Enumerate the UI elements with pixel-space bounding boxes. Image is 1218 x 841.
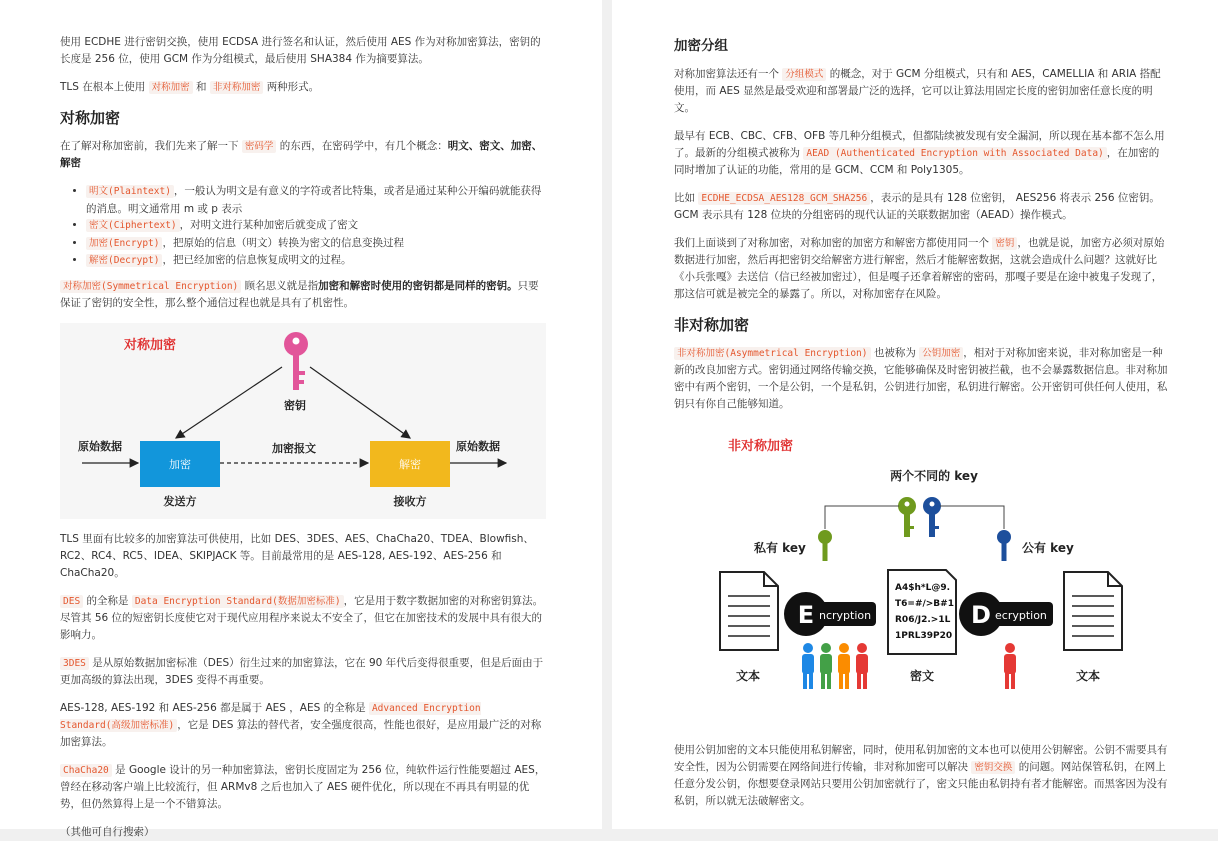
list-item-text: ，对明文进行某种加密后就变成了密文 <box>179 219 359 231</box>
asymmetric-heading: 非对称加密 <box>674 316 750 334</box>
cipher-line: 1PRL39P20 <box>895 631 953 641</box>
code-des-fullname: Data Encryption Standard(数据加密标准) <box>132 595 344 608</box>
plain-output-label: 原始数据 <box>456 439 500 453</box>
cipher-line: R06/J2.>1L <box>895 615 951 625</box>
diagram-title: 对称加密 <box>124 337 177 353</box>
list-item-text: ，把原始的信息（明文）转换为密文的信息变换过程 <box>162 236 404 249</box>
asymmetric-diagram-svg <box>674 424 1168 730</box>
asym-p1-text-a: 也被称为 <box>873 347 916 359</box>
intro-paragraph <box>60 34 546 68</box>
code-chacha20: ChaCha20 <box>60 764 112 777</box>
concept-bold: 明文、密文、加密、解密 <box>60 140 543 169</box>
code-key-exchange: 密钥交换 <box>971 761 1015 774</box>
block-mode-heading: 加密分组 <box>674 38 728 54</box>
concept-paragraph <box>60 138 546 172</box>
list-item-text: ，一般认为明文是有意义的字符或者比特集，或者是通过某种公开编码就能获得的消息。明文通常用 m 或 p 表示 <box>86 185 542 215</box>
two-keys-label: 两个不同的 key <box>890 469 978 483</box>
block-mode-paragraph-3 <box>674 190 1168 224</box>
code-decrypt: 解密(Decrypt) <box>86 254 162 267</box>
people-group-icon <box>802 643 868 689</box>
plaintext-right-label: 文本 <box>1076 669 1101 683</box>
receiver-person-icon <box>1004 643 1016 689</box>
right-page <box>612 0 1218 829</box>
symmetric-diagram <box>60 323 546 519</box>
list-item <box>86 183 546 217</box>
group-p1-text-a: 对称加密算法还有一个 <box>674 68 779 80</box>
tdes-text: 是从原始数据加密标准（DES）衍生过来的加密算法，它在 90 年代后变得很重要，但是后面由于更加高级的算法出现，3DES 变得不再重要。 <box>60 656 544 686</box>
public-key-label: 公有 key <box>1022 541 1074 555</box>
aes-paragraph <box>60 700 546 751</box>
algos-text: TLS 里面有比较多的加密算法可供使用，比如 DES、3DES、AES、ChaCha20、TDEA、Blowfish、RC2、RC4、RC5、IDEA、SKIPJACK 等。目前最常用的是 AES-128, AES-192、AES-256 和 ChaCha20。 <box>60 532 534 579</box>
symdef-text-a: 顾名思义就是指 <box>244 279 319 292</box>
code-encrypt: 加密(Encrypt) <box>86 237 162 250</box>
public-key-connector <box>940 506 1004 529</box>
block-mode-paragraph-2 <box>674 128 1168 179</box>
concept-list <box>60 183 546 270</box>
aes-text-b: ，它是 DES 算法的替代者，安全强度很高，性能也很好，是应用最广泛的对称加密算法。 <box>60 718 542 748</box>
public-key-icon <box>997 530 1011 561</box>
aes-text-a: AES-128, AES-192 和 AES-256 都是属于 AES ，AES 的全称是 <box>60 701 366 714</box>
encryption-initial: E <box>797 601 815 629</box>
green-key-icon <box>898 497 916 537</box>
decryption-label: ecryption <box>995 609 1047 622</box>
code-block-mode: 分组模式 <box>782 68 826 81</box>
tls-text-d: 两种形式。 <box>266 81 320 93</box>
chacha-text: 是 Google 设计的另一种加密算法，密钥长度固定为 256 位，纯软件运行性能要超过 AES，曾经在移动客户端上比较流行，但 ARMv8 之后也加入了 AES 硬件优化，所以现在不再具有明显的优势，但仍然算得上是一个不错算法。 <box>60 763 546 810</box>
symdef-text-b: 只要保证了密钥的安全性，那么整个通信过程也就是具有了机密性。 <box>60 279 539 309</box>
algos-paragraph <box>60 531 546 582</box>
code-symmetric: 对称加密 <box>149 81 193 94</box>
list-item-text: ，把已经加密的信息恢复成明文的过程。 <box>162 254 352 266</box>
plain-input-label: 原始数据 <box>78 439 122 453</box>
code-public-key-encryption: 公钥加密 <box>919 347 963 360</box>
tls-paragraph <box>60 79 546 96</box>
asym-p1-text-b: ，相对于对称加密来说，非对称加密是一种新的改良加密方式。密钥通过网络传输交换，它能够确保及时密钥被拦截，也不会暴露数据信息。非对称加密中有两个密钥，一个是公钥，一个是私钥，公钥进行加密，私钥进行解密。公开密钥可供任何人使用，私钥只有你自己能够知道。 <box>674 347 1168 410</box>
search-note-text: （其他可自行搜索） <box>60 825 155 838</box>
asym-p2-text-b: 的问题。网站保管私钥，在网上任意分发公钥，你想要登录网站只要用公钥加密就行了，密文只能由私钥持有者才能解密。而黑客因为没有私钥，所以就无法破解密文。 <box>674 761 1168 807</box>
code-key: 密钥 <box>992 237 1017 250</box>
asymmetric-paragraph-2 <box>674 742 1168 810</box>
group-p3-text-a: 比如 <box>674 192 695 204</box>
ciphertext-label: 密文 <box>909 669 935 683</box>
tdes-paragraph <box>60 655 546 689</box>
diagram-title: 非对称加密 <box>728 439 794 454</box>
cipher-line: T6=#/>B#1 <box>895 599 954 609</box>
ciphertext-document-icon <box>888 570 956 654</box>
code-plaintext: 明文(Plaintext) <box>86 185 174 198</box>
group-p1-text-b: 的概念，对于 GCM 分组模式，只有和 AES，CAMELLIA 和 ARIA 搭配使用，而 AES 显然是最受欢迎和部署最广泛的选择，它可以让算法用固定长度的密钥加密任意长度的明文。 <box>674 68 1161 114</box>
code-asymmetric: 非对称加密 <box>210 81 264 94</box>
private-key-label: 私有 key <box>754 541 806 555</box>
group-p3-text-b: ，表示的是具有 128 位密钥， AES256 将表示 256 位密钥。GCM 表示具有 128 位块的分组密码的现代认证的关联数据加密（AEAD）操作模式。 <box>674 192 1160 221</box>
asymmetric-paragraph-1 <box>674 345 1168 413</box>
block-mode-paragraph-1 <box>674 66 1168 117</box>
plaintext-left-label: 文本 <box>736 669 761 683</box>
symdef-paragraph <box>60 278 546 312</box>
asymmetric-diagram <box>674 424 1168 730</box>
receiver-label: 接收方 <box>393 494 427 508</box>
tls-text-a: TLS 在根本上使用 <box>60 81 146 93</box>
code-aes-fullname: Advanced Encryption Standard(高级加密标准) <box>60 702 481 731</box>
asym-p2-text-a: 使用公钥加密的文本只能使用私钥解密，同时，使用私钥加密的文本也可以使用公钥解密。公钥不需要具有安全性，因为公钥需要在网络间进行传输，非对称加密可以解决 <box>674 744 1168 773</box>
code-cipher-suite: ECDHE_ECDSA_AES128_GCM_SHA256 <box>698 192 870 205</box>
code-3des: 3DES <box>60 657 89 670</box>
concept-text-b: 的东西，在密码学中，有几个概念： <box>279 140 448 152</box>
group-p4-text-b: ，也就是说，加密方必须对原始数据进行加密，然后再把密钥交给解密方进行解密，然后才能解密数据，这就会造成什么问题？这就好比《小兵张嘎》去送信（信已经被加密过），但是嘎子还拿着解密的密码，那嘎子要是在途中被鬼子发现了，那这信可就是被完全的暴露了。所以，对称加密存在风险。 <box>674 237 1165 300</box>
decrypt-box-label: 解密 <box>399 457 421 471</box>
chacha-paragraph <box>60 762 546 813</box>
code-aead: AEAD (Authenticated Encryption with Associated Data) <box>803 147 1106 160</box>
des-text-a: 的全称是 <box>86 594 129 607</box>
code-asymmetrical-encryption: 非对称加密(Asymmetrical Encryption) <box>674 347 871 360</box>
decryption-key-badge <box>959 592 1053 636</box>
list-item <box>86 235 546 253</box>
encryption-key-badge <box>784 592 876 636</box>
list-item <box>86 217 546 235</box>
plaintext-document-right-icon <box>1064 572 1122 650</box>
list-item <box>86 252 546 270</box>
des-paragraph <box>60 593 546 644</box>
des-text-b: ，它是用于数字数据加密的对称密钥算法。尽管其 56 位的短密钥长度使它对于现代应用程序来说太不安全了，但它在加密技术的发展中具有很大的影响力。 <box>60 594 544 641</box>
group-p4-text-a: 我们上面谈到了对称加密，对称加密的加密方和解密方都使用同一个 <box>674 237 989 249</box>
blue-key-icon <box>923 497 941 537</box>
key-label: 密钥 <box>284 398 306 412</box>
symmetric-heading: 对称加密 <box>60 109 121 127</box>
group-p2-text-b: ，在加密的同时增加了认证的功能，常用的是 GCM、CCM 和 Poly1305。 <box>674 147 1160 176</box>
search-note <box>60 824 546 841</box>
code-symmetrical-encryption: 对称加密(Symmetrical Encryption) <box>60 280 241 293</box>
decryption-initial: D <box>971 601 991 629</box>
tls-text-b: 和 <box>195 81 207 93</box>
symmetric-diagram-svg <box>60 323 546 519</box>
sender-label: 发送方 <box>163 494 197 508</box>
private-key-icon <box>818 530 832 561</box>
concept-text-a: 在了解对称加密前，我们先来了解一下 <box>60 140 239 152</box>
cipher-label: 加密报文 <box>272 441 316 455</box>
symdef-bold: 加密和解密时使用的密钥都是同样的密钥。 <box>318 279 518 292</box>
code-cryptography: 密码学 <box>242 140 277 153</box>
left-page <box>0 0 602 838</box>
code-ciphertext: 密文(Ciphertext) <box>86 219 180 232</box>
group-p2-text-a: 最早有 ECB、CBC、CFB、OFB 等几种分组模式，但都陆续被发现有安全漏洞，所以现在基本都不怎么用了。最新的分组模式被称为 <box>674 130 1165 159</box>
cipher-line: A4$h*L@9. <box>895 583 951 593</box>
intro-text: 使用 ECDHE 进行密钥交换，使用 ECDSA 进行签名和认证，然后使用 AES 作为对称加密算法，密钥的长度是 256 位，使用 GCM 作为分组模式，最后使用 SHA384 作为摘要算法。 <box>60 36 541 65</box>
code-des: DES <box>60 595 83 608</box>
private-key-connector <box>825 506 899 529</box>
plaintext-document-left-icon <box>720 572 778 650</box>
encrypt-box-label: 加密 <box>169 457 191 471</box>
block-mode-paragraph-4 <box>674 235 1168 303</box>
encryption-label: ncryption <box>819 609 872 622</box>
